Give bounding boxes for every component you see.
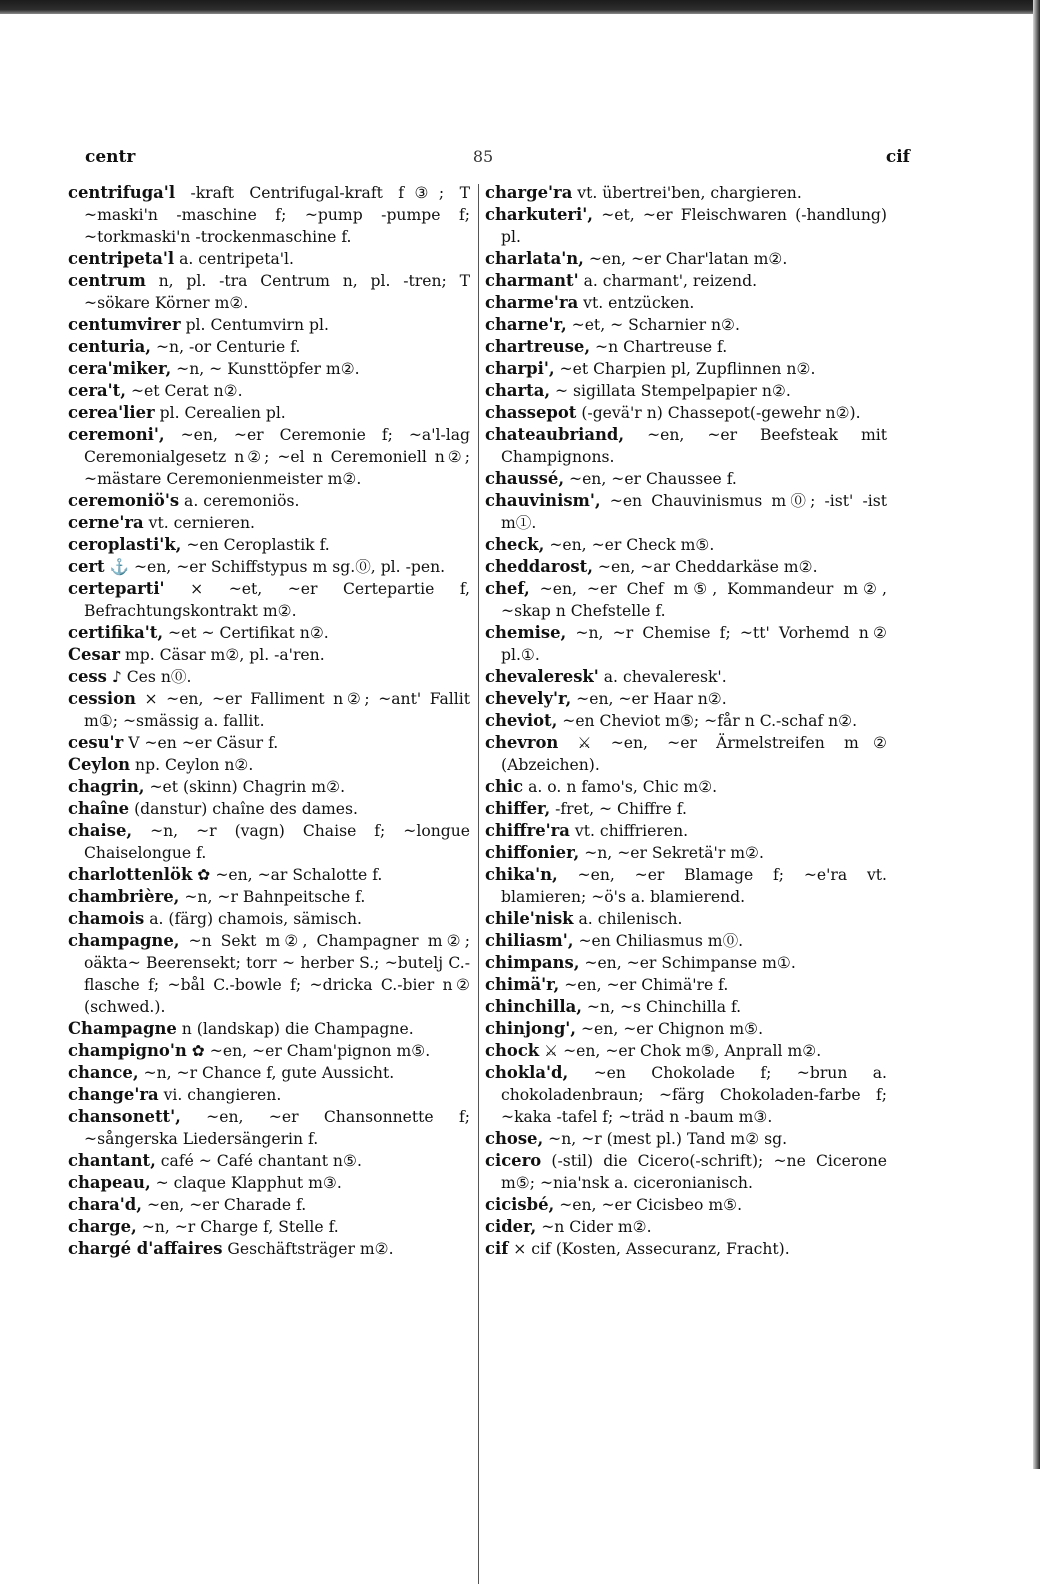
dictionary-entry — [485, 490, 887, 534]
dictionary-entry — [485, 270, 887, 292]
entry-definition: ~et ~ Certifikat n②. — [168, 624, 329, 642]
dictionary-entry — [68, 1106, 470, 1150]
entry-definition: ~et Charpien pl, Zupflinnen n②. — [559, 360, 816, 378]
entry-definition: ~n, ~r Charge f, Stelle f. — [141, 1218, 339, 1236]
entry-headword: chargé d'affaires — [68, 1239, 223, 1258]
entry-headword: Ceylon — [68, 755, 131, 774]
dictionary-entry — [68, 1238, 470, 1260]
dictionary-entry — [485, 666, 887, 688]
dictionary-entry — [68, 182, 470, 248]
dictionary-entry — [485, 358, 887, 380]
entry-headword: cicero — [485, 1151, 542, 1170]
dictionary-entry — [68, 666, 470, 688]
entry-headword: cession — [68, 689, 136, 708]
dictionary-entry — [485, 534, 887, 556]
entry-headword: chauvinism', — [485, 491, 601, 510]
entry-headword: cif — [485, 1239, 509, 1258]
entry-headword: Champagne — [68, 1019, 177, 1038]
entry-definition: ~en Ceroplastik f. — [186, 536, 330, 554]
entry-definition: ~n, ~s Chinchilla f. — [586, 998, 742, 1016]
dictionary-entry — [68, 886, 470, 908]
entry-definition: ~en, ~er Ceremonie f; ~a'l-lag Ceremonialgesetz n②; ~el n Ceremoniell n②; ~mästare Ceremonienmeister m②. — [84, 426, 471, 488]
dictionary-entry — [68, 776, 470, 798]
entry-definition: ~en, ~er Chaussee f. — [569, 470, 737, 488]
dictionary-entry — [485, 688, 887, 710]
dictionary-entry — [68, 248, 470, 270]
dictionary-entry — [68, 424, 470, 490]
entry-definition: ~en, ~er Charade f. — [146, 1196, 307, 1214]
entry-definition: a. (färg) chamois, sämisch. — [149, 910, 363, 928]
entry-definition: ~en, ~er Blamage f; ~e'ra vt. blamieren; ~ö's a. blamierend. — [501, 866, 887, 906]
entry-headword: chevron — [485, 733, 559, 752]
entry-definition: mp. Cäsar m②, pl. -a'ren. — [124, 646, 325, 664]
dictionary-entry — [485, 556, 887, 578]
entry-headword: charme'ra — [485, 293, 579, 312]
entry-headword: cera'miker, — [68, 359, 172, 378]
entry-headword: chiffre'ra — [485, 821, 570, 840]
dictionary-entry — [485, 182, 887, 204]
entry-definition: ~en, ~er Char'latan m②. — [588, 250, 788, 268]
entry-definition: ~ sigillata Stempelpapier n②. — [555, 382, 791, 400]
dictionary-entry — [485, 204, 887, 248]
entry-headword: charlottenlök — [68, 865, 193, 884]
dictionary-entry — [485, 1194, 887, 1216]
entry-headword: centumvirer — [68, 315, 181, 334]
dictionary-entry — [485, 732, 887, 776]
dictionary-entry — [485, 622, 887, 666]
entry-headword: chaîne — [68, 799, 130, 818]
entry-definition: ~en, ~er Check m⑤. — [549, 536, 715, 554]
entry-headword: champigno'n — [68, 1041, 187, 1060]
scan-right-edge — [1033, 0, 1040, 1469]
dictionary-entry — [68, 402, 470, 424]
entry-headword: chansonett', — [68, 1107, 181, 1126]
dictionary-entry — [68, 336, 470, 358]
dictionary-entry — [485, 314, 887, 336]
entry-definition: a. chevaleresk'. — [603, 668, 727, 686]
dictionary-entry — [68, 270, 470, 314]
entry-definition: ~en, ~er Chignon m⑤. — [580, 1020, 764, 1038]
entry-definition: vi. changieren. — [163, 1086, 282, 1104]
dictionary-entry — [485, 864, 887, 908]
entry-definition: ⚔ ~en, ~er Ärmelstreifen m② (Abzeichen). — [501, 734, 887, 774]
dictionary-entry — [68, 798, 470, 820]
dictionary-entry — [68, 490, 470, 512]
entry-definition: ~en, ~er Schimpanse m①. — [584, 954, 796, 972]
entry-headword: charlata'n, — [485, 249, 584, 268]
dictionary-entry — [68, 908, 470, 930]
entry-headword: chagrin, — [68, 777, 145, 796]
header-right-guideword: cif — [885, 147, 910, 167]
dictionary-entry — [485, 1150, 887, 1194]
entry-definition: ♪ Ces n⓪. — [111, 668, 192, 686]
entry-headword: chevaleresk' — [485, 667, 599, 686]
entry-definition: a. ceremoniös. — [184, 492, 300, 510]
entry-headword: cerea'lier — [68, 403, 155, 422]
entry-headword: chiffer, — [485, 799, 551, 818]
entry-headword: charge, — [68, 1217, 137, 1236]
dictionary-entry — [485, 424, 887, 468]
entry-definition: ~et, ~ Scharnier n②. — [571, 316, 740, 334]
entry-headword: chiffonier, — [485, 843, 580, 862]
dictionary-entry — [68, 1062, 470, 1084]
dictionary-entry — [68, 1040, 470, 1062]
entry-headword: chimä'r, — [485, 975, 560, 994]
entry-definition: vt. cernieren. — [148, 514, 255, 532]
dictionary-entry — [68, 622, 470, 644]
entry-definition: × ~et, ~er Certepartie f, Befrachtungskontrakt m②. — [84, 580, 471, 620]
entry-definition: ~en, ~er Chef m⑤, Kommandeur m②, ~skap n Chefstelle f. — [501, 580, 887, 620]
entry-definition: ~en Cheviot m⑤; ~får n C.-schaf n②. — [562, 712, 858, 730]
entry-definition: ~n, ~r (mest pl.) Tand m② sg. — [548, 1130, 788, 1148]
entry-headword: chartreuse, — [485, 337, 591, 356]
entry-definition: np. Ceylon n②. — [135, 756, 254, 774]
entry-definition: ~n, ~r Chance f, gute Aussicht. — [143, 1064, 395, 1082]
entry-definition: × cif (Kosten, Assecuranz, Fracht). — [513, 1240, 790, 1258]
dictionary-entry — [68, 644, 470, 666]
dictionary-entry — [68, 578, 470, 622]
entry-definition: a. charmant', reizend. — [583, 272, 758, 290]
dictionary-entry — [485, 336, 887, 358]
dictionary-entry — [68, 534, 470, 556]
entry-definition: ~en Chokolade f; ~brun a. chokoladenbraun; ~färg Chokoladen-farbe f; ~kaka -tafel f; ~träd n -baum m③. — [501, 1064, 887, 1126]
dictionary-entry — [485, 710, 887, 732]
entry-headword: chambrière, — [68, 887, 180, 906]
dictionary-entry — [485, 996, 887, 1018]
dictionary-entry — [485, 842, 887, 864]
entry-definition: ~n, ~r (vagn) Chaise f; ~longue Chaiselongue f. — [84, 822, 470, 862]
dictionary-entry — [68, 1150, 470, 1172]
entry-definition: ~n Cider m②. — [541, 1218, 652, 1236]
dictionary-entry — [485, 1128, 887, 1150]
entry-definition: -fret, ~ Chiffre f. — [555, 800, 687, 818]
entry-definition: ~en Chiliasmus m⓪. — [578, 932, 744, 950]
dictionary-entry — [68, 732, 470, 754]
entry-headword: certeparti' — [68, 579, 165, 598]
dictionary-entry — [485, 974, 887, 996]
entry-headword: cerne'ra — [68, 513, 144, 532]
entry-headword: chaussé, — [485, 469, 565, 488]
entry-headword: chamois — [68, 909, 145, 928]
dictionary-entry — [68, 556, 470, 578]
entry-definition: ~n Sekt m②, Champagner m②; oäkta~ Beerensekt; torr ~ herber S.; ~butelj C.-flasche f; ~bål C.-bowle f; ~dricka C.-bier n② (schwed.). — [84, 932, 470, 1016]
entry-headword: ceroplasti'k, — [68, 535, 182, 554]
entry-headword: chokla'd, — [485, 1063, 569, 1082]
dictionary-entry — [485, 930, 887, 952]
dictionary-entry — [68, 754, 470, 776]
entry-headword: centripeta'l — [68, 249, 175, 268]
entry-headword: centrifuga'l — [68, 183, 176, 202]
entry-headword: ceremoniö's — [68, 491, 180, 510]
entry-headword: cicisbé, — [485, 1195, 555, 1214]
dictionary-entry — [485, 1238, 887, 1260]
dictionary-entry — [68, 930, 470, 1018]
entry-headword: chef, — [485, 579, 530, 598]
entry-headword: chimpans, — [485, 953, 580, 972]
entry-definition: ~en, ~er Cicisbeo m⑤. — [559, 1196, 743, 1214]
entry-headword: cesu'r — [68, 733, 124, 752]
dictionary-entry — [485, 248, 887, 270]
entry-definition: ~en, ~ar Cheddarkäse m②. — [597, 558, 818, 576]
entry-headword: centuria, — [68, 337, 152, 356]
entry-definition: × ~en, ~er Falliment n②; ~ant' Fallit m①; ~smässig a. fallit. — [84, 690, 470, 730]
entry-headword: chapeau, — [68, 1173, 151, 1192]
dictionary-entry — [68, 1018, 470, 1040]
entry-headword: charta, — [485, 381, 551, 400]
entry-headword: chinjong', — [485, 1019, 577, 1038]
dictionary-entry — [485, 1216, 887, 1238]
entry-headword: chiliasm', — [485, 931, 574, 950]
entry-definition: ~en, ~er Chimä're f. — [564, 976, 729, 994]
dictionary-entry — [68, 1172, 470, 1194]
entry-definition: a. centripeta'l. — [179, 250, 294, 268]
entry-headword: check, — [485, 535, 545, 554]
entry-headword: chika'n, — [485, 865, 558, 884]
entry-headword: chateaubriand, — [485, 425, 625, 444]
entry-definition: ~n, -or Centurie f. — [155, 338, 301, 356]
entry-definition: -kraft Centrifugal-kraft f③; T ~maski'n -maschine f; ~pump -pumpe f; ~torkmaski'n -trockenmaschine f. — [84, 184, 470, 246]
dictionary-entry — [68, 1194, 470, 1216]
entry-definition: ~en, ~er Haar n②. — [576, 690, 727, 708]
entry-headword: chemise, — [485, 623, 567, 642]
entry-headword: charkuteri', — [485, 205, 594, 224]
dictionary-entry — [485, 1040, 887, 1062]
dictionary-entry — [485, 468, 887, 490]
entry-headword: chock — [485, 1041, 540, 1060]
entry-headword: ceremoni', — [68, 425, 165, 444]
entry-definition: Geschäftsträger m②. — [227, 1240, 394, 1258]
entry-definition: ~n, ~er Sekretä'r m②. — [584, 844, 764, 862]
entry-headword: charmant' — [485, 271, 579, 290]
entry-definition: n, pl. -tra Centrum n, pl. -tren; T ~sökare Körner m②. — [84, 272, 470, 312]
dictionary-entry — [68, 380, 470, 402]
entry-headword: chance, — [68, 1063, 139, 1082]
entry-headword: cera't, — [68, 381, 126, 400]
entry-definition: ~n, ~ Kunsttöpfer m②. — [176, 360, 360, 378]
entry-headword: change'ra — [68, 1085, 159, 1104]
right-column — [485, 182, 887, 1260]
entry-headword: chara'd, — [68, 1195, 142, 1214]
dictionary-entry — [68, 688, 470, 732]
entry-headword: chassepot — [485, 403, 577, 422]
entry-definition: a. o. n famo's, Chic m②. — [528, 778, 718, 796]
dictionary-entry — [485, 776, 887, 798]
entry-definition: ~n Chartreuse f. — [595, 338, 728, 356]
entry-definition: (-stil) die Cicero(-schrift); ~ne Cicerone m⑤; ~nia'nsk a. ciceronianisch. — [501, 1152, 887, 1192]
entry-headword: cider, — [485, 1217, 537, 1236]
entry-definition: ~et, ~er Fleischwaren (-handlung) pl. — [501, 206, 887, 246]
dictionary-entry — [485, 292, 887, 314]
dictionary-entry — [68, 864, 470, 886]
dictionary-entry — [485, 952, 887, 974]
entry-definition: pl. Cerealien pl. — [159, 404, 286, 422]
entry-headword: Cesar — [68, 645, 120, 664]
entry-definition: vt. chiffrieren. — [574, 822, 689, 840]
entry-definition: ~ claque Klapphut m③. — [155, 1174, 342, 1192]
entry-headword: chantant, — [68, 1151, 156, 1170]
entry-definition: (-gevä'r n) Chassepot(-gewehr n②). — [581, 404, 861, 422]
entry-headword: chinchilla, — [485, 997, 582, 1016]
entry-definition: ~en Chauvinismus m⓪; -ist' -ist m①. — [501, 492, 887, 532]
dictionary-entry — [485, 1062, 887, 1128]
column-divider — [478, 184, 479, 1584]
dictionary-entry — [68, 358, 470, 380]
entry-headword: charge'ra — [485, 183, 573, 202]
left-column — [68, 182, 470, 1260]
dictionary-entry — [485, 820, 887, 842]
entry-headword: cess — [68, 667, 107, 686]
entry-headword: cheviot, — [485, 711, 558, 730]
entry-definition: ~n, ~r Chemise f; ~tt' Vorhemd n② pl.①. — [501, 624, 887, 664]
entry-headword: chevely'r, — [485, 689, 572, 708]
dictionary-entry — [485, 798, 887, 820]
entry-definition: ~en, ~er Chansonnette f; ~sångerska Liedersängerin f. — [84, 1108, 470, 1148]
entry-headword: chose, — [485, 1129, 544, 1148]
entry-definition: pl. Centumvirn pl. — [185, 316, 329, 334]
dictionary-entry — [68, 314, 470, 336]
entry-definition: a. chilenisch. — [578, 910, 683, 928]
entry-headword: cheddarost, — [485, 557, 593, 576]
entry-definition: ~n, ~r Bahnpeitsche f. — [184, 888, 366, 906]
scan-top-edge — [0, 0, 1040, 14]
entry-definition: n (landskap) die Champagne. — [181, 1020, 414, 1038]
entry-headword: charpi', — [485, 359, 555, 378]
entry-definition: (danstur) chaîne des dames. — [134, 800, 358, 818]
dictionary-entry — [68, 1216, 470, 1238]
dictionary-entry — [485, 1018, 887, 1040]
entry-headword: centrum — [68, 271, 146, 290]
entry-definition: ✿ ~en, ~ar Schalotte f. — [197, 866, 383, 884]
entry-headword: chaise, — [68, 821, 133, 840]
entry-definition: vt. übertrei'ben, chargieren. — [577, 184, 802, 202]
entry-headword: certifika't, — [68, 623, 164, 642]
dictionary-entry — [68, 512, 470, 534]
entry-definition: ⚓ ~en, ~er Schiffstypus m sg.⓪, pl. -pen. — [109, 558, 446, 576]
dictionary-entry — [485, 578, 887, 622]
entry-definition: ~et (skinn) Chagrin m②. — [149, 778, 346, 796]
header-left-guideword: centr — [85, 147, 136, 167]
entry-definition: ~en, ~er Beefsteak mit Champignons. — [501, 426, 887, 466]
entry-definition: vt. entzücken. — [583, 294, 695, 312]
entry-definition: ✿ ~en, ~er Cham'pignon m⑤. — [191, 1042, 431, 1060]
entry-definition: café ~ Café chantant n⑤. — [160, 1152, 362, 1170]
entry-headword: champagne, — [68, 931, 180, 950]
entry-definition: V ~en ~er Cäsur f. — [128, 734, 279, 752]
entry-definition: ⚔ ~en, ~er Chok m⑤, Anprall m②. — [544, 1042, 822, 1060]
entry-headword: chile'nisk — [485, 909, 574, 928]
entry-headword: cert — [68, 557, 105, 576]
page-number: 85 — [472, 147, 494, 166]
dictionary-entry — [485, 402, 887, 424]
entry-headword: chic — [485, 777, 524, 796]
entry-headword: charne'r, — [485, 315, 567, 334]
dictionary-entry — [485, 908, 887, 930]
dictionary-entry — [68, 1084, 470, 1106]
entry-definition: ~et Cerat n②. — [130, 382, 243, 400]
dictionary-entry — [68, 820, 470, 864]
dictionary-entry — [485, 380, 887, 402]
